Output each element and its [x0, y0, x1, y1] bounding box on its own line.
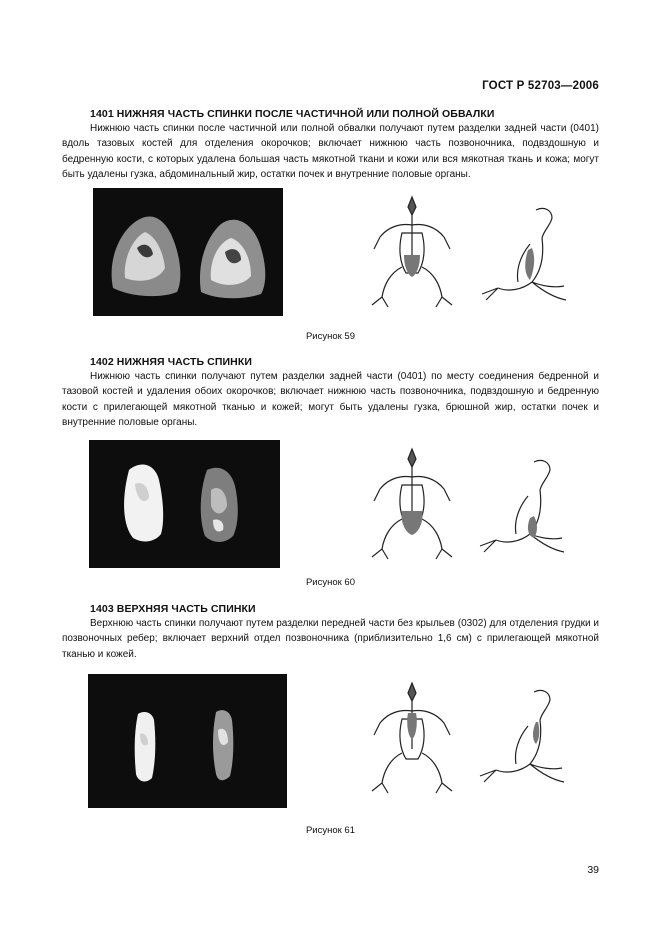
section-1401	[62, 108, 599, 183]
figure-caption: Рисунок 59	[305, 331, 356, 342]
section-text: Нижнюю часть спинки после частичной или полной обвалки получают путем разделки задней части (0401) вдоль тазовых костей для отделения окорочков; включает нижнюю часть позвоночника, подвздошную и бедренную кости, с которых удалена большая часть мякотной ткани и кожи или вся мякотная ткань и кожа; могут быть удалены гузка, абдоминальный жир, остатки почек и внутренние половые органы.	[62, 123, 599, 181]
skeleton-side-view-1402	[470, 456, 570, 566]
section-title: 1402 НИЖНЯЯ ЧАСТЬ СПИНКИ	[90, 356, 253, 368]
section-1402	[62, 356, 599, 431]
document-code: ГОСТ Р 52703—2006	[482, 80, 599, 92]
section-title: 1403 ВЕРХНЯЯ ЧАСТЬ СПИНКИ	[90, 603, 256, 615]
section-text: Верхнюю часть спинки получают путем разделки передней части без крыльев (0302) для отделения грудки и позвоночных ребер; включает верхний отдел позвоночника (приблизительно 1,6 см) с прилегающей мякотной тканью и кожей.	[62, 618, 599, 660]
skeleton-top-view-1402	[362, 445, 462, 563]
skeleton-side-view-1403	[470, 686, 570, 796]
photo-product-1403	[88, 674, 287, 808]
section-text: Нижнюю часть спинки получают путем разделки задней части (0401) по месту соединения бедренной и тазовой костей и удаления обоих окорочков; включает нижнюю часть позвоночника, подвздошную и бедренную кости с прилегающей мякотной тканью и кожей; могут быть удалены гузка, брюшной жир, остатки почек и внутренние половые органы.	[62, 371, 599, 429]
page-number: 39	[587, 864, 599, 876]
figure-caption: Рисунок 61	[305, 825, 356, 836]
photo-product-1402	[89, 440, 280, 568]
skeleton-top-view-1403	[362, 679, 462, 797]
skeleton-top-view-1401	[362, 193, 462, 311]
section-1403	[62, 603, 599, 662]
photo-product-1401	[93, 188, 283, 316]
section-title: 1401 НИЖНЯЯ ЧАСТЬ СПИНКИ ПОСЛЕ ЧАСТИЧНОЙ ИЛИ ПОЛНОЙ ОБВАЛКИ	[90, 108, 495, 120]
figure-caption: Рисунок 60	[305, 577, 356, 588]
skeleton-side-view-1401	[472, 204, 572, 314]
